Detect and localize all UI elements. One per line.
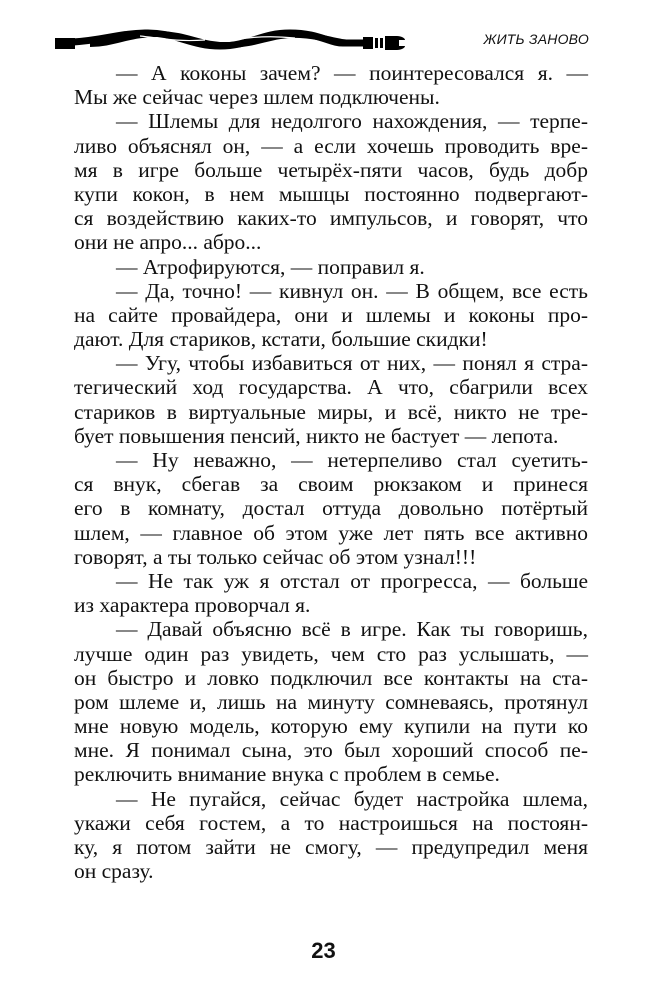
text-line: он быстро и ловко подключил все контакты на ста- — [74, 665, 588, 690]
text-line: дают. Для стариков, кстати, большие скидки! — [74, 327, 488, 352]
text-line: шлем, — главное об этом уже лет пять все активно — [74, 520, 588, 545]
text-line: — Не пугайся, сейчас будет настройка шлема, — [116, 786, 588, 811]
body-text — [74, 61, 588, 883]
text-line: — Атрофируются, — поправил я. — [116, 254, 425, 279]
text-line: он сразу. — [74, 859, 154, 884]
text-line: говорят, а ты только сейчас об этом узнал!!! — [74, 544, 477, 569]
text-line: — А коконы зачем? — поинтересовался я. — — [116, 61, 588, 85]
text-line: ся внук, сбегав за своим рюкзаком и принеся — [74, 472, 588, 497]
text-line: Мы же сейчас через шлем подключены. — [74, 85, 440, 110]
page-header — [0, 0, 647, 70]
text-line: купи кокон, в нем мышцы постоянно подвергают- — [74, 181, 588, 206]
text-line: на сайте провайдера, они и шлемы и коконы про- — [74, 302, 588, 327]
text-line: они не апро... абро... — [74, 230, 262, 255]
text-line: бует повышения пенсий, никто не бастует — лепота. — [74, 423, 559, 448]
running-title: ЖИТЬ ЗАНОВО — [483, 31, 589, 47]
text-line: — Давай объясню всё в игре. Как ты говоришь, — [116, 617, 588, 642]
text-line: — Ну неважно, — нетерпеливо стал суетить- — [116, 448, 588, 472]
text-line: стариков в виртуальные миры, и всё, никто не тре- — [74, 399, 588, 424]
twisted-cable-ornament-icon — [45, 26, 415, 56]
text-line: ку, я потом зайти не смогу, — предупредил меня — [74, 835, 588, 859]
text-line: тегический ход государства. А что, сбагрили всех — [74, 375, 588, 400]
text-line: лучше один раз увидеть, чем сто раз услышать, — — [74, 641, 588, 666]
text-line: мне. Я понимал сына, это был хороший способ пе- — [74, 738, 588, 763]
page-number: 23 — [311, 938, 336, 963]
text-line: — Угу, чтобы избавиться от них, — понял я стра- — [116, 351, 588, 376]
text-line: — Шлемы для недолгого нахождения, — терпе- — [116, 109, 588, 134]
text-line: реключить внимание внука с проблем в семье. — [74, 762, 500, 787]
text-line: укажи себя гостем, а то настроишься на постоян- — [74, 810, 588, 835]
text-line: ся воздействию каких-то импульсов, и говорят, что — [74, 206, 588, 231]
text-line: ром шлеме и, лишь на минуту сомневаясь, протянул — [74, 689, 588, 714]
text-line: мне новую модель, которую ему купили на пути ко — [74, 714, 588, 739]
text-line: — Да, точно! — кивнул он. — В общем, все есть — [116, 278, 588, 303]
text-line: — Не так уж я отстал от прогресса, — больше — [116, 568, 588, 593]
text-line: ливо объяснял он, — а если хочешь проводить вре- — [74, 133, 588, 158]
text-line: из характера проворчал я. — [74, 593, 311, 618]
text-line: мя в игре больше четырёх-пяти часов, будь добр — [74, 157, 588, 182]
text-line: его в комнату, достал оттуда довольно потёртый — [74, 496, 588, 521]
